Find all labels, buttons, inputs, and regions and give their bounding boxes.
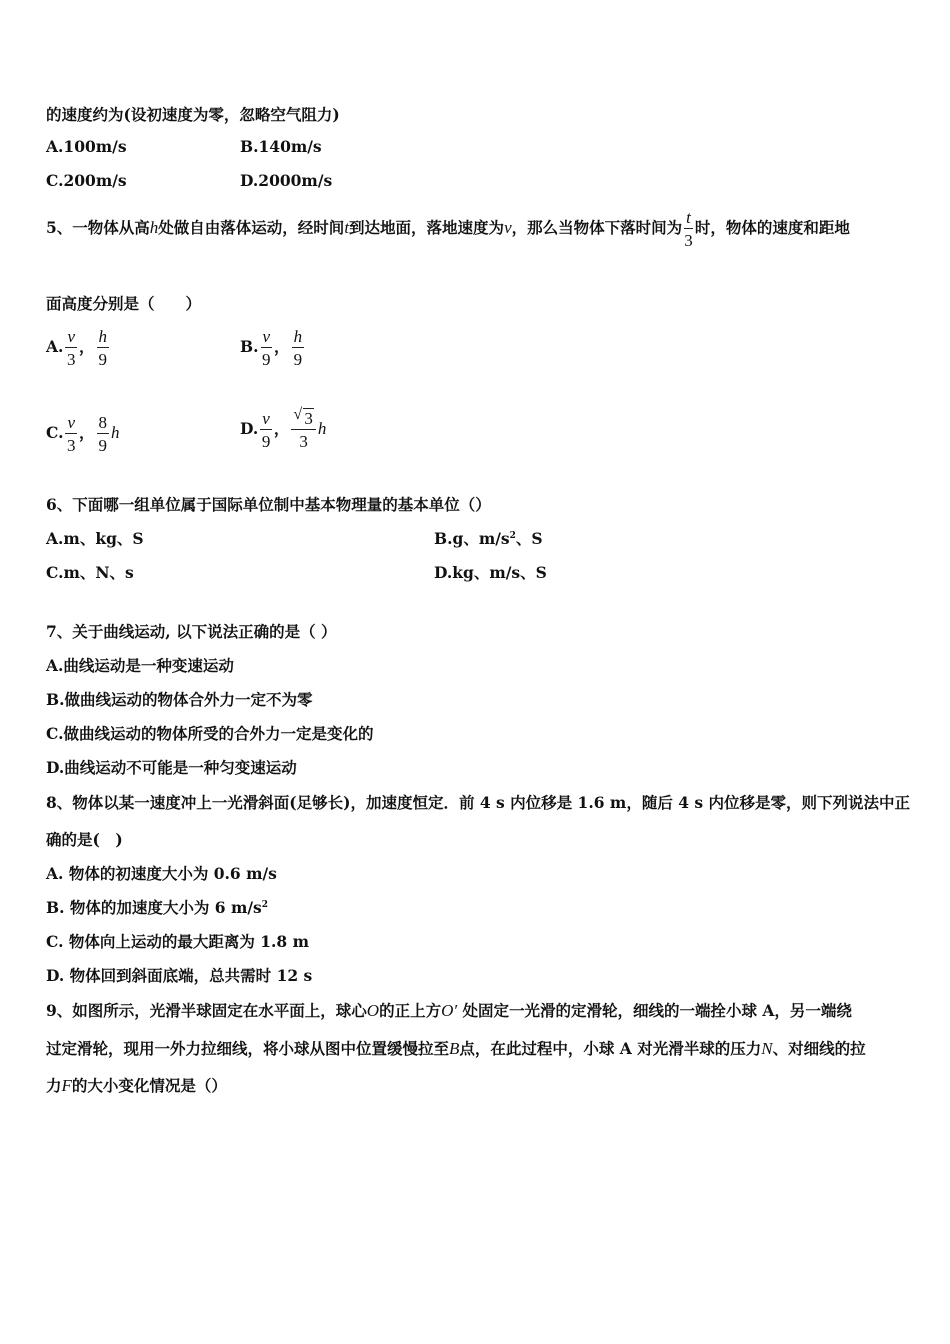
q8-stem-line2: 确的是( ) [46, 830, 123, 849]
q4-option-c: C.200m/s [46, 171, 127, 190]
q5-option-b: B. $\frac{v}{9}$ ， $\frac{h}{9}$ [240, 327, 303, 369]
q8-option-b: B. 物体的加速度大小为 6 $m/s^2$ [46, 898, 269, 917]
q9-stem-line1: 9、如图所示，光滑半球固定在水平面上，球心O的正上方O′ 处固定一光滑的定滑轮，细线的一端拴小球 A，另一端绕 [46, 1001, 852, 1020]
q5-stem-line1: 5、一物体从高h处做自由落体运动，经时间t到达地面，落地速度为v，那么当物体下落时间为 $\frac{t}{3}$ 时，物体的速度和距地 [46, 208, 850, 250]
var-v: v [504, 218, 512, 237]
q5-stem-line2: 面高度分别是（ ） [46, 294, 202, 313]
q4-option-d: D.2000m/s [240, 171, 333, 190]
q7-option-b: B.做曲线运动的物体合外力一定不为零 [46, 690, 313, 709]
q6-option-a: A.m、kg、S [46, 529, 144, 548]
q7-option-d: D.曲线运动不可能是一种匀变速运动 [46, 758, 297, 777]
q7-option-c: C.做曲线运动的物体所受的合外力一定是变化的 [46, 724, 374, 743]
sqrt-symbol: √ 3 [293, 406, 313, 428]
q5-option-a: A. $\frac{v}{3}$ ， $\frac{h}{9}$ [46, 327, 107, 369]
q8-option-a: A. 物体的初速度大小为 0.6 m/s [46, 864, 277, 883]
q6-option-c: C.m、N、s [46, 563, 134, 582]
q8-stem-line1: 8、物体以某一速度冲上一光滑斜面(足够长)，加速度恒定．前 4 s 内位移是 1.6 m，随后 4 s 内位移是零，则下列说法中正 [46, 793, 911, 812]
q8-option-c: C. 物体向上运动的最大距离为 1.8 m [46, 932, 310, 951]
q9-stem-line2: 过定滑轮，现用一外力拉细线，将小球从图中位置缓慢拉至B点，在此过程中，小球 A 对光滑半球的压力N、对细线的拉 [46, 1039, 866, 1058]
q8-option-d: D. 物体回到斜面底端，总共需时 12 s [46, 966, 313, 985]
q9-stem-line3: 力F的大小变化情况是（） [46, 1076, 227, 1095]
q4-stem-end: 的速度约为(设初速度为零，忽略空气阻力) [46, 105, 340, 124]
q7-stem: 7、关于曲线运动, 以下说法正确的是（ ） [46, 622, 337, 641]
q6-stem: 6、下面哪一组单位属于国际单位制中基本物理量的基本单位（） [46, 495, 491, 514]
var-h: h [149, 218, 159, 237]
q6-option-d: D.kg、m/s、S [434, 563, 547, 582]
q7-option-a: A.曲线运动是一种变速运动 [46, 656, 234, 675]
fraction-t-over-3: $\frac{t}{3}$ [684, 208, 693, 250]
q6-option-b: B.g、$m/s^2$、S [434, 529, 543, 548]
q5-option-d: D. $\frac{v}{9}$ ， √ 3 3 h [240, 406, 327, 451]
q4-option-b: B.140m/s [240, 137, 322, 156]
var-t: t [344, 218, 350, 237]
q4-option-a: A.100m/s [46, 137, 127, 156]
q5-option-c: C. $\frac{v}{3}$ ， $\frac{8}{9}$ h [46, 413, 120, 455]
